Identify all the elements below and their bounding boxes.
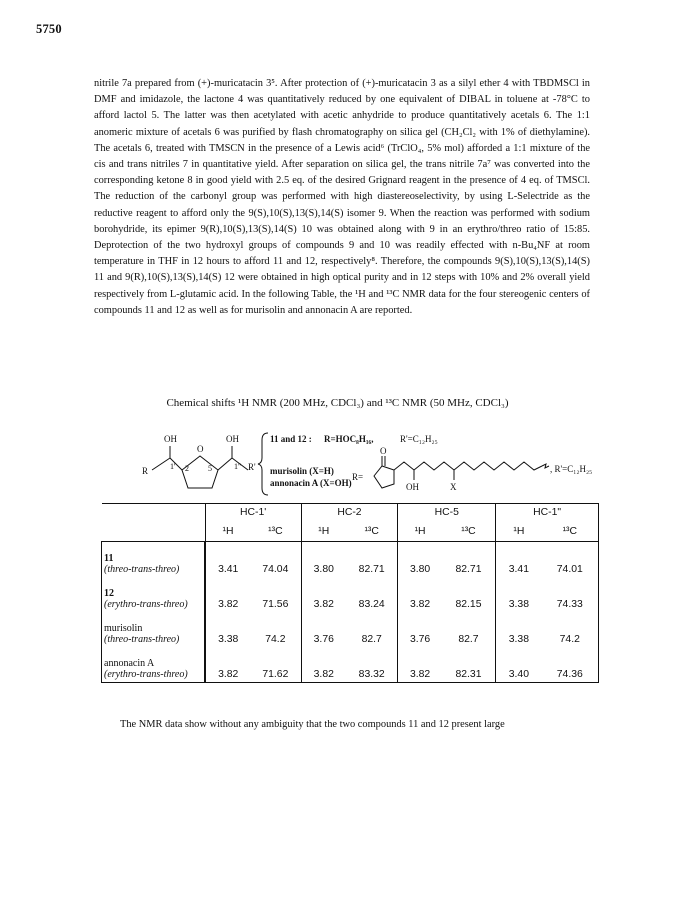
murisolin-label: murisolin (X=H) bbox=[270, 466, 334, 476]
compound-name-cell bbox=[102, 647, 206, 683]
shift-value: 3.82 bbox=[205, 647, 250, 683]
nmr-table bbox=[101, 503, 599, 683]
lactone-oxygen-label: O bbox=[380, 446, 387, 456]
compound-configuration: (erythro-trans-threo) bbox=[104, 669, 188, 680]
annonacin-label: annonacin A (X=OH) bbox=[270, 478, 352, 488]
shift-value: 74.33 bbox=[542, 577, 599, 612]
compound-number: annonacin A bbox=[104, 658, 155, 669]
closing-paragraph: The NMR data show without any ambiguity that the two compounds 11 and 12 present large bbox=[120, 719, 505, 730]
compound-number: 11 bbox=[104, 553, 114, 564]
table-row bbox=[102, 647, 599, 683]
sub-header-h: ¹H bbox=[398, 521, 442, 542]
shift-value: 3.82 bbox=[205, 577, 250, 612]
sub-header-c: ¹³C bbox=[250, 521, 301, 542]
shift-value: 82.31 bbox=[442, 647, 496, 683]
column-group-header: HC-1" bbox=[496, 504, 599, 522]
r-prime-definition: R'=C₁₂H₂₅ bbox=[400, 434, 438, 444]
shift-value: 74.2 bbox=[265, 634, 286, 645]
shift-value: 83.32 bbox=[346, 647, 398, 683]
locant-label: 5 bbox=[208, 464, 212, 473]
column-group-header: HC-1' bbox=[205, 504, 301, 522]
sub-header-h: ¹H bbox=[496, 521, 542, 542]
shift-value: 74.01 bbox=[542, 542, 599, 578]
shift-value: 82.7 bbox=[361, 634, 382, 645]
body-paragraph-text: nitrile 7a prepared from (+)-muricatacin 3⁵. After protection of (+)-muricatacin 3 as a silyl ether 4 with TBDMSCl in DMF and imidazole, the lactone 4 was quantitatively reduced by one equivalent of DIBAL in toluene at -78°C to afford lactol 5. The latter was then acetylated with acetic anhydride to produce quantitatively acetals 6. The 1:1 anomeric mixture of acetals 6 was purified by flash chromatography on silica gel (CH₂Cl₂ with 1% of diethylamine). The acetals 6, treated with TMSCN in the presence of a Lewis acid⁶ (TrClO₄, 5% mol) afforded a 1:1 mixture of the cis and trans nitriles 7 in quantitative yield. After separation on silica gel, the trans nitrile 7a⁷ was converted into the corresponding ketone 8 in good yield with 2.5 eq. of the desired Grignard reagent in the presence of 4 eq. of TMSCl. The reduction of the carbonyl group was performed with high diastereoselectivity, by using L-Selectride as the reductive reagent to afford only the 9(S),10(S),13(S),14(S) isomer 9. When the reaction was performed with sodium borohydride, its epimer 9(R),10(S),13(S),14(S) 10 was obtained along with 9 in an erythro/threo ratio of 15:85. Deprotection of the two hydroxyl groups of compounds 9 and 10 was readily effected with n-Bu₄NF at room temperature in THF in 12 hours to afford 11 and 12, respectively⁸. Therefore, the compounds 9(S),10(S),13(S),14(S) 11 and 9(R),10(S),13(S),14(S) 12 were obtained in high optical purity and in 12 steps with 10% and 2% overall yield respectively from L-glutamic acid. In the following Table, the ¹H and ¹³C NMR data for the four stereogenic centers of compounds 11 and 12 as well as for murisolin and annonacin A are reported. bbox=[94, 78, 590, 316]
page-number: 5750 bbox=[36, 22, 62, 36]
shift-value: 3.80 bbox=[398, 542, 442, 578]
r-equals-label: R= bbox=[352, 472, 364, 482]
shift-value: 74.36 bbox=[542, 647, 599, 683]
column-group-header: HC-5 bbox=[398, 504, 496, 522]
sub-header-h: ¹H bbox=[301, 521, 346, 542]
compound-number: murisolin bbox=[104, 623, 143, 634]
locant-label: 1' bbox=[170, 462, 176, 471]
shift-value: 74.04 bbox=[262, 564, 289, 575]
shift-value: 74.2 bbox=[542, 612, 599, 647]
locant-label: 2 bbox=[185, 464, 189, 473]
shift-value: 3.82 bbox=[301, 577, 346, 612]
shift-value: 3.76 bbox=[301, 612, 346, 647]
shift-value: 82.71 bbox=[455, 564, 482, 575]
shift-value: 3.40 bbox=[496, 647, 542, 683]
body-paragraph bbox=[94, 76, 590, 319]
r-prime-definition: , R'=C₁₂H₂₅ bbox=[550, 464, 593, 474]
shift-value: 82.71 bbox=[358, 564, 385, 575]
shift-value: 83.24 bbox=[358, 599, 385, 610]
table-row bbox=[102, 577, 599, 612]
shift-value: 71.56 bbox=[262, 599, 289, 610]
sub-header-h: ¹H bbox=[205, 521, 250, 542]
compounds-label: 11 and 12 : bbox=[270, 434, 312, 444]
locant-label: 1" bbox=[234, 462, 242, 471]
shift-value: 3.41 bbox=[205, 542, 250, 578]
shift-value: 71.62 bbox=[250, 647, 301, 683]
table-corner-cell bbox=[102, 504, 206, 522]
r-group-label: R bbox=[142, 466, 149, 476]
shift-value: 82.7 bbox=[458, 634, 479, 645]
shift-value: 3.38 bbox=[205, 612, 250, 647]
compound-configuration: (erythro-trans-threo) bbox=[104, 599, 188, 610]
compound-configuration: (threo-trans-threo) bbox=[104, 564, 180, 575]
shift-value: 82.15 bbox=[455, 599, 482, 610]
compound-name-cell bbox=[102, 577, 206, 612]
compound-name-cell bbox=[102, 612, 206, 647]
oh-label: OH bbox=[164, 434, 177, 444]
shift-value: 3.38 bbox=[496, 612, 542, 647]
compound-number: 12 bbox=[104, 588, 114, 599]
shift-value: 3.80 bbox=[301, 542, 346, 578]
sub-header-c: ¹³C bbox=[442, 521, 496, 542]
shift-value: 3.38 bbox=[496, 577, 542, 612]
shift-value: 3.41 bbox=[496, 542, 542, 578]
r-definition: R=HOC₈H₁₆, bbox=[324, 434, 374, 444]
oh-label: OH bbox=[226, 434, 239, 444]
table-row bbox=[102, 542, 599, 578]
shift-value: 3.76 bbox=[398, 612, 442, 647]
shift-value: 3.82 bbox=[398, 647, 442, 683]
x-label: X bbox=[450, 482, 457, 492]
ring-oxygen-label: O bbox=[197, 444, 204, 454]
compound-configuration: (threo-trans-threo) bbox=[104, 634, 180, 645]
shift-value: 3.82 bbox=[301, 647, 346, 683]
table-row bbox=[102, 612, 599, 647]
sub-header-c: ¹³C bbox=[542, 521, 599, 542]
column-group-header: HC-2 bbox=[301, 504, 398, 522]
table-corner-cell bbox=[102, 521, 206, 542]
oh-label: OH bbox=[406, 482, 419, 492]
compound-name-cell bbox=[102, 542, 206, 578]
shift-value: 3.82 bbox=[398, 577, 442, 612]
r-prime-label: R' bbox=[248, 462, 256, 472]
sub-header-c: ¹³C bbox=[346, 521, 398, 542]
table-caption: Chemical shifts ¹H NMR (200 MHz, CDCl₃) and ¹³C NMR (50 MHz, CDCl₃) bbox=[166, 397, 509, 409]
